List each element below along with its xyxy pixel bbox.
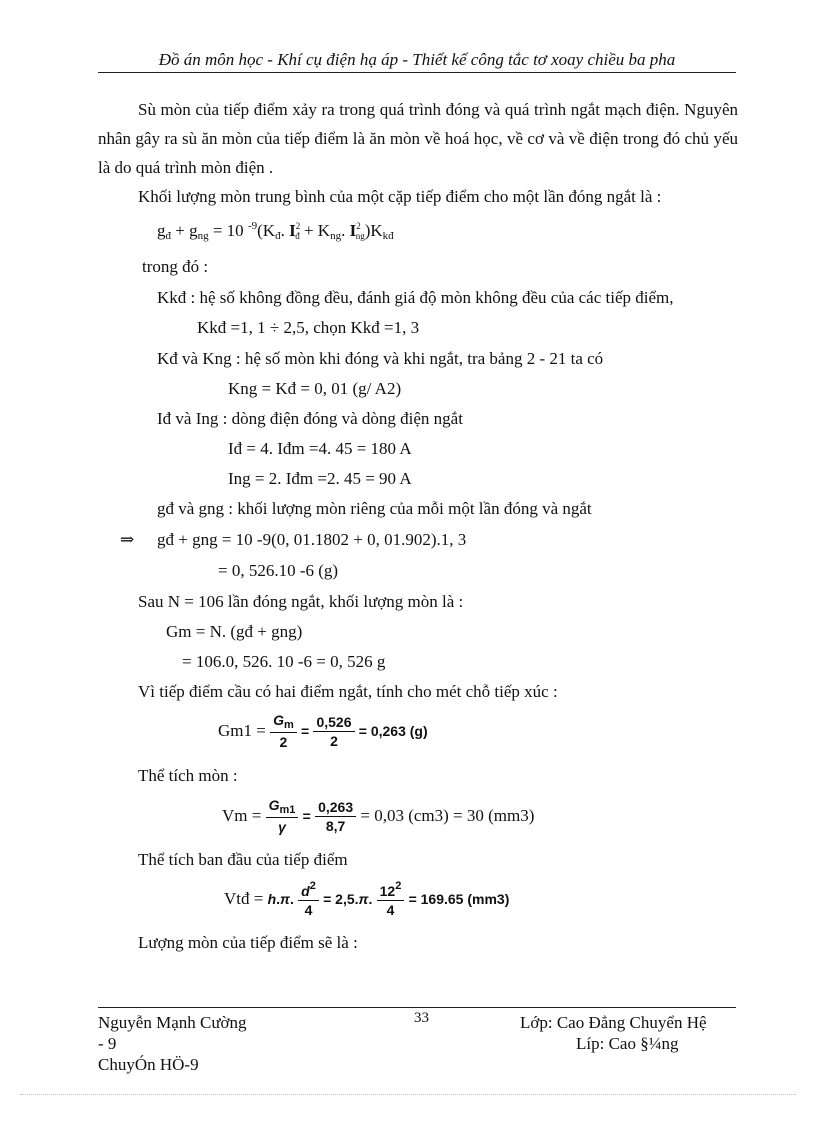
kkd-value: Kkđ =1, 1 ÷ 2,5, chọn Kkđ =1, 3 bbox=[197, 318, 420, 337]
vtd-formula: Vtđ = h.π. $\frac{d^2}{4}$ = 2,5.π. $\frac{12^2}{4}$ = 169.65 (mm3) bbox=[224, 880, 510, 918]
gd-gng-desc: gđ và gng : khối lượng mòn riêng của mỗi một lần đóng và ngắt bbox=[157, 499, 592, 518]
trong-do: trong đó : bbox=[142, 257, 209, 276]
id-value: Iđ = 4. Iđm =4. 45 = 180 A bbox=[228, 439, 412, 458]
initial-volume-title: Thể tích ban đầu của tiếp điểm bbox=[138, 850, 348, 869]
paragraph-wear-intro: Sù mòn của tiếp điểm xảy ra trong quá trình đóng và quá trình ngắt mạch điện. Nguyên nhân gây ra sù ăn mòn của tiếp điểm là ăn mòn về hoá học, về cơ và về điện trong đó chủ yếu là do quá trình mòn điện . bbox=[98, 100, 738, 177]
wear-volume-title: Thể tích mòn : bbox=[138, 766, 238, 785]
vm-formula: Vm = $\frac{G_{m1}}{\gamma}$ = $\frac{0,263}{8,7}$ = 0,03 (cm3) = 30 (mm3) bbox=[222, 797, 535, 835]
vm-eq: = 0,03 (cm3) = 30 (mm3) bbox=[360, 806, 535, 825]
bridge-contact-text: Vì tiếp điểm cầu có hai điểm ngắt, tính cho mét chỗ tiếp xúc : bbox=[138, 682, 558, 701]
gm-value: = 106.0, 526. 10 -6 = 0, 526 g bbox=[182, 652, 386, 671]
implies-arrow: ⇒ bbox=[120, 530, 135, 549]
kkd-desc: Kkđ : hệ số không đồng đều, đánh giá độ mòn không đều của các tiếp điểm, bbox=[157, 288, 674, 307]
ing-value: Ing = 2. Iđm =2. 45 = 90 A bbox=[228, 469, 412, 488]
footer-author-line2: - 9 bbox=[98, 1034, 117, 1053]
vm-label: Vm = bbox=[222, 806, 262, 825]
page-header: Đồ án môn học - Khí cụ điện hạ áp - Thiết kế công tắc tơ xoay chiều ba pha bbox=[98, 50, 736, 73]
gm1-label: Gm1 = bbox=[218, 721, 266, 740]
footer-class-line2: Líp: Cao §¼ng bbox=[576, 1034, 679, 1053]
page-number: 33 bbox=[414, 1010, 429, 1026]
gm-formula: Gm = N. (gđ + gng) bbox=[166, 622, 303, 641]
id-ing-desc: Iđ và Ing : dòng điện đóng và dòng điện ngắt bbox=[157, 409, 463, 428]
footer-divider bbox=[98, 1007, 736, 1008]
wear-amount-text: Lượng mòn của tiếp điểm sẽ là : bbox=[138, 933, 358, 952]
footer-author-line1: Nguyễn Mạnh Cường bbox=[98, 1013, 247, 1032]
footer-author-line3: ChuyÓn HÖ-9 bbox=[98, 1055, 199, 1074]
kd-kng-desc: Kđ và Kng : hệ số mòn khi đóng và khi ngắt, tra bảng 2 - 21 ta có bbox=[157, 349, 604, 368]
after-n-cycles: Sau N = 106 lần đóng ngắt, khối lượng mòn là : bbox=[138, 592, 464, 611]
calc-line-1: gđ + gng = 10 -9(0, 01.1802 + 0, 01.902).1, 3 bbox=[157, 530, 467, 549]
kd-kng-value: Kng = Kđ = 0, 01 (g/ A2) bbox=[228, 379, 402, 398]
calc-line-2: = 0, 526.10 -6 (g) bbox=[218, 561, 339, 580]
footer-class-line1: Lớp: Cao Đẳng Chuyển Hệ bbox=[520, 1013, 707, 1032]
wear-formula: $g_đ + g_{ng} = 10$ $^{-9}(K_đ$. $I^2_đ + K_{ng}$. $I^2_{ng})K_{kđ}$ bbox=[157, 220, 394, 242]
vtd-eq: = 169.65 (mm3) bbox=[408, 891, 510, 907]
gm1-formula: Gm1 = $\frac{G_m}{2}$ = $\frac{0,526}{2}$ = 0,263 (g) bbox=[218, 712, 428, 750]
mass-intro: Khối lượng mòn trung bình của một cặp tiếp điểm cho một lần đóng ngắt là : bbox=[138, 187, 662, 206]
vtd-label: Vtđ = bbox=[224, 889, 264, 908]
page-bottom-dotted-line bbox=[20, 1094, 796, 1095]
gm1-eq: = 0,263 (g) bbox=[358, 723, 428, 739]
